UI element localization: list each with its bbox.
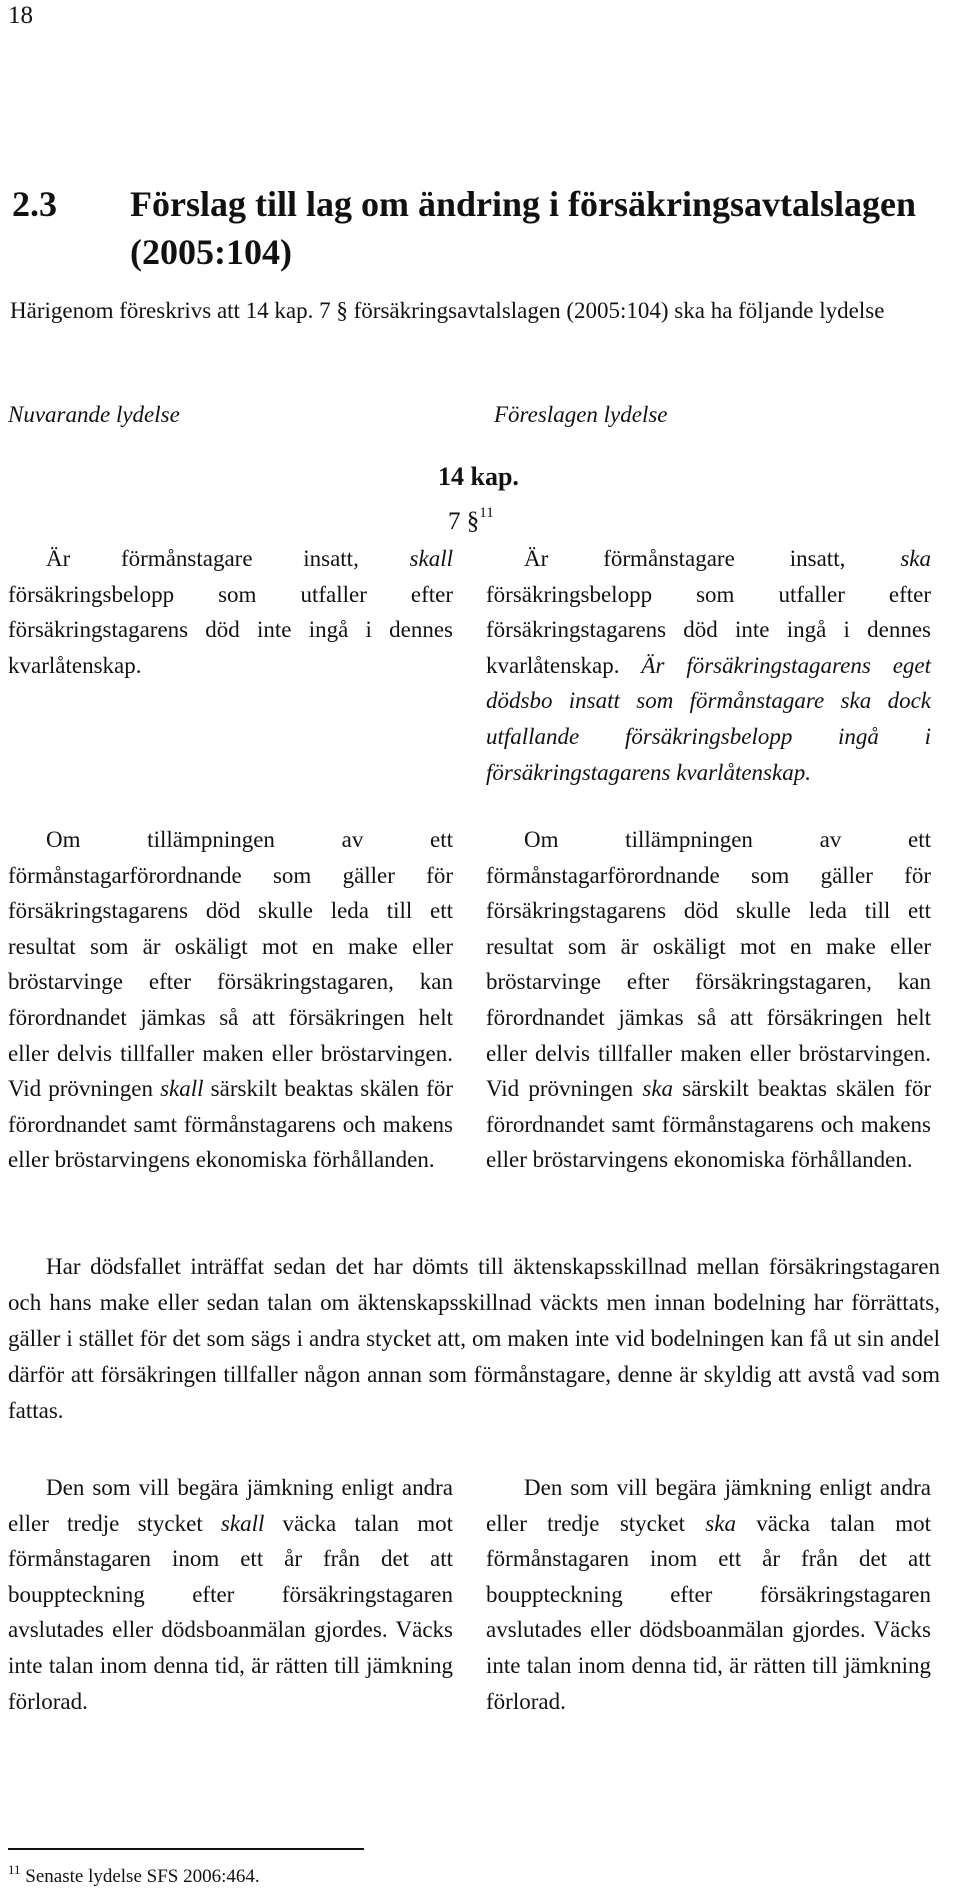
section-number: 7 § [448, 508, 480, 535]
text-segment: Är förmånstagare insatt, [524, 546, 901, 571]
modal-verb: ska [900, 546, 931, 571]
modal-verb: ska [642, 1076, 674, 1102]
modal-verb: skall [409, 546, 453, 571]
modal-verb: ska [705, 1510, 736, 1536]
text-segment: Om tillämpningen av ett förmånstagarförordnande som gäller för försäkringstagarens död skulle leda till ett resultat som är oskäligt mot en make eller bröstarvinge efter försäkringstagaren, kan förordnandet jämkas så att försäkringen helt eller delvis tillfaller maken eller bröstarvingen. Vid prövningen [8, 827, 453, 1102]
footnote-number: 11 [8, 1862, 21, 1877]
modal-verb: skall [220, 1510, 265, 1536]
page-number: 18 [8, 2, 33, 29]
current-paragraph-1 [8, 541, 453, 683]
text-segment: försäkringsbelopp som utfaller efter försäkringstagarens död inte ingå i dennes kvarlåtenskap. [486, 581, 931, 678]
text-segment: Den som vill begära jämkning enligt andra eller tredje stycket [486, 1475, 931, 1536]
current-paragraph-4 [8, 1470, 453, 1719]
text-segment: särskilt beaktas skälen för förordnandet samt förmånstagarens och makens eller bröstarvingens ekonomiska förhållanden. [8, 1076, 453, 1173]
current-paragraph-2 [8, 822, 453, 1178]
section-heading-7 [448, 505, 494, 536]
text-segment: Om tillämpningen av ett förmånstagarförordnande som gäller för försäkringstagarens död skulle leda till ett resultat som är oskäligt mot en make eller bröstarvinge efter försäkringstagaren, kan förordnandet jämkas så att försäkringen helt eller delvis tillfaller maken eller bröstarvingen. Vid prövningen [486, 827, 931, 1102]
footnote [8, 1862, 260, 1888]
proposed-paragraph-1 [486, 541, 931, 790]
proposed-paragraph-4 [486, 1470, 931, 1719]
proposed-paragraph-2 [486, 822, 931, 1178]
intro-text: Härigenom föreskrivs att 14 kap. 7 § försäkringsavtalslagen (2005:104) ska ha följande lydelse [10, 298, 885, 323]
added-sentence: Är försäkringstagarens eget dödsbo insatt som förmånstagare ska dock utfallande försäkringsbelopp ingå i försäkringstagarens kvarlåtenskap. [486, 652, 931, 785]
paragraph-3: Har dödsfallet inträffat sedan det har dömts till äktenskapsskillnad mellan försäkringstagaren och hans make eller sedan talan om äktenskapsskillnad väckts men innan bodelning har förrättats, gäller i stället för det som sägs i andra stycket att, om maken inte vid bodelningen kan få ut sin andel därför att försäkringen tillfaller någon annan som förmånstagare, denne är skyldig att avstå vad som fattas. [8, 1254, 940, 1423]
heading-title: Förslag till lag om ändring i försäkringsavtalslagen (2005:104) [130, 184, 917, 272]
text-segment: väcka talan mot förmånstagaren inom ett år från det att bouppteckning efter försäkringstagaren avslutades eller dödsboanmälan gjordes. Väcks inte talan inom denna tid, är rätten till jämkning förlorad. [8, 1510, 453, 1714]
chapter-heading: 14 kap. [438, 462, 519, 491]
footnote-reference: 11 [479, 505, 494, 521]
heading-number: 2.3 [12, 184, 57, 224]
text-segment: försäkringsbelopp som utfaller efter försäkringstagarens död inte ingå i dennes kvarlåtenskap. [8, 581, 453, 678]
text-segment: väcka talan mot förmånstagaren inom ett år från det att bouppteckning efter försäkringstagaren avslutades eller dödsboanmälan gjordes. Väcks inte talan inom denna tid, är rätten till jämkning förlorad. [486, 1510, 931, 1714]
modal-verb: skall [160, 1076, 204, 1102]
footnote-text: Senaste lydelse SFS 2006:464. [25, 1866, 260, 1887]
proposed-wording-label: Föreslagen lydelse [494, 402, 668, 427]
footnote-divider [8, 1848, 364, 1850]
text-segment: särskilt beaktas skälen för förordnandet samt förmånstagarens och makens eller bröstarvingens ekonomiska förhållanden. [486, 1076, 931, 1173]
text-segment: Den som vill begära jämkning enligt andra eller tredje stycket [8, 1475, 453, 1536]
current-wording-label: Nuvarande lydelse [8, 402, 180, 427]
text-segment: Är förmånstagare insatt, [46, 546, 410, 571]
